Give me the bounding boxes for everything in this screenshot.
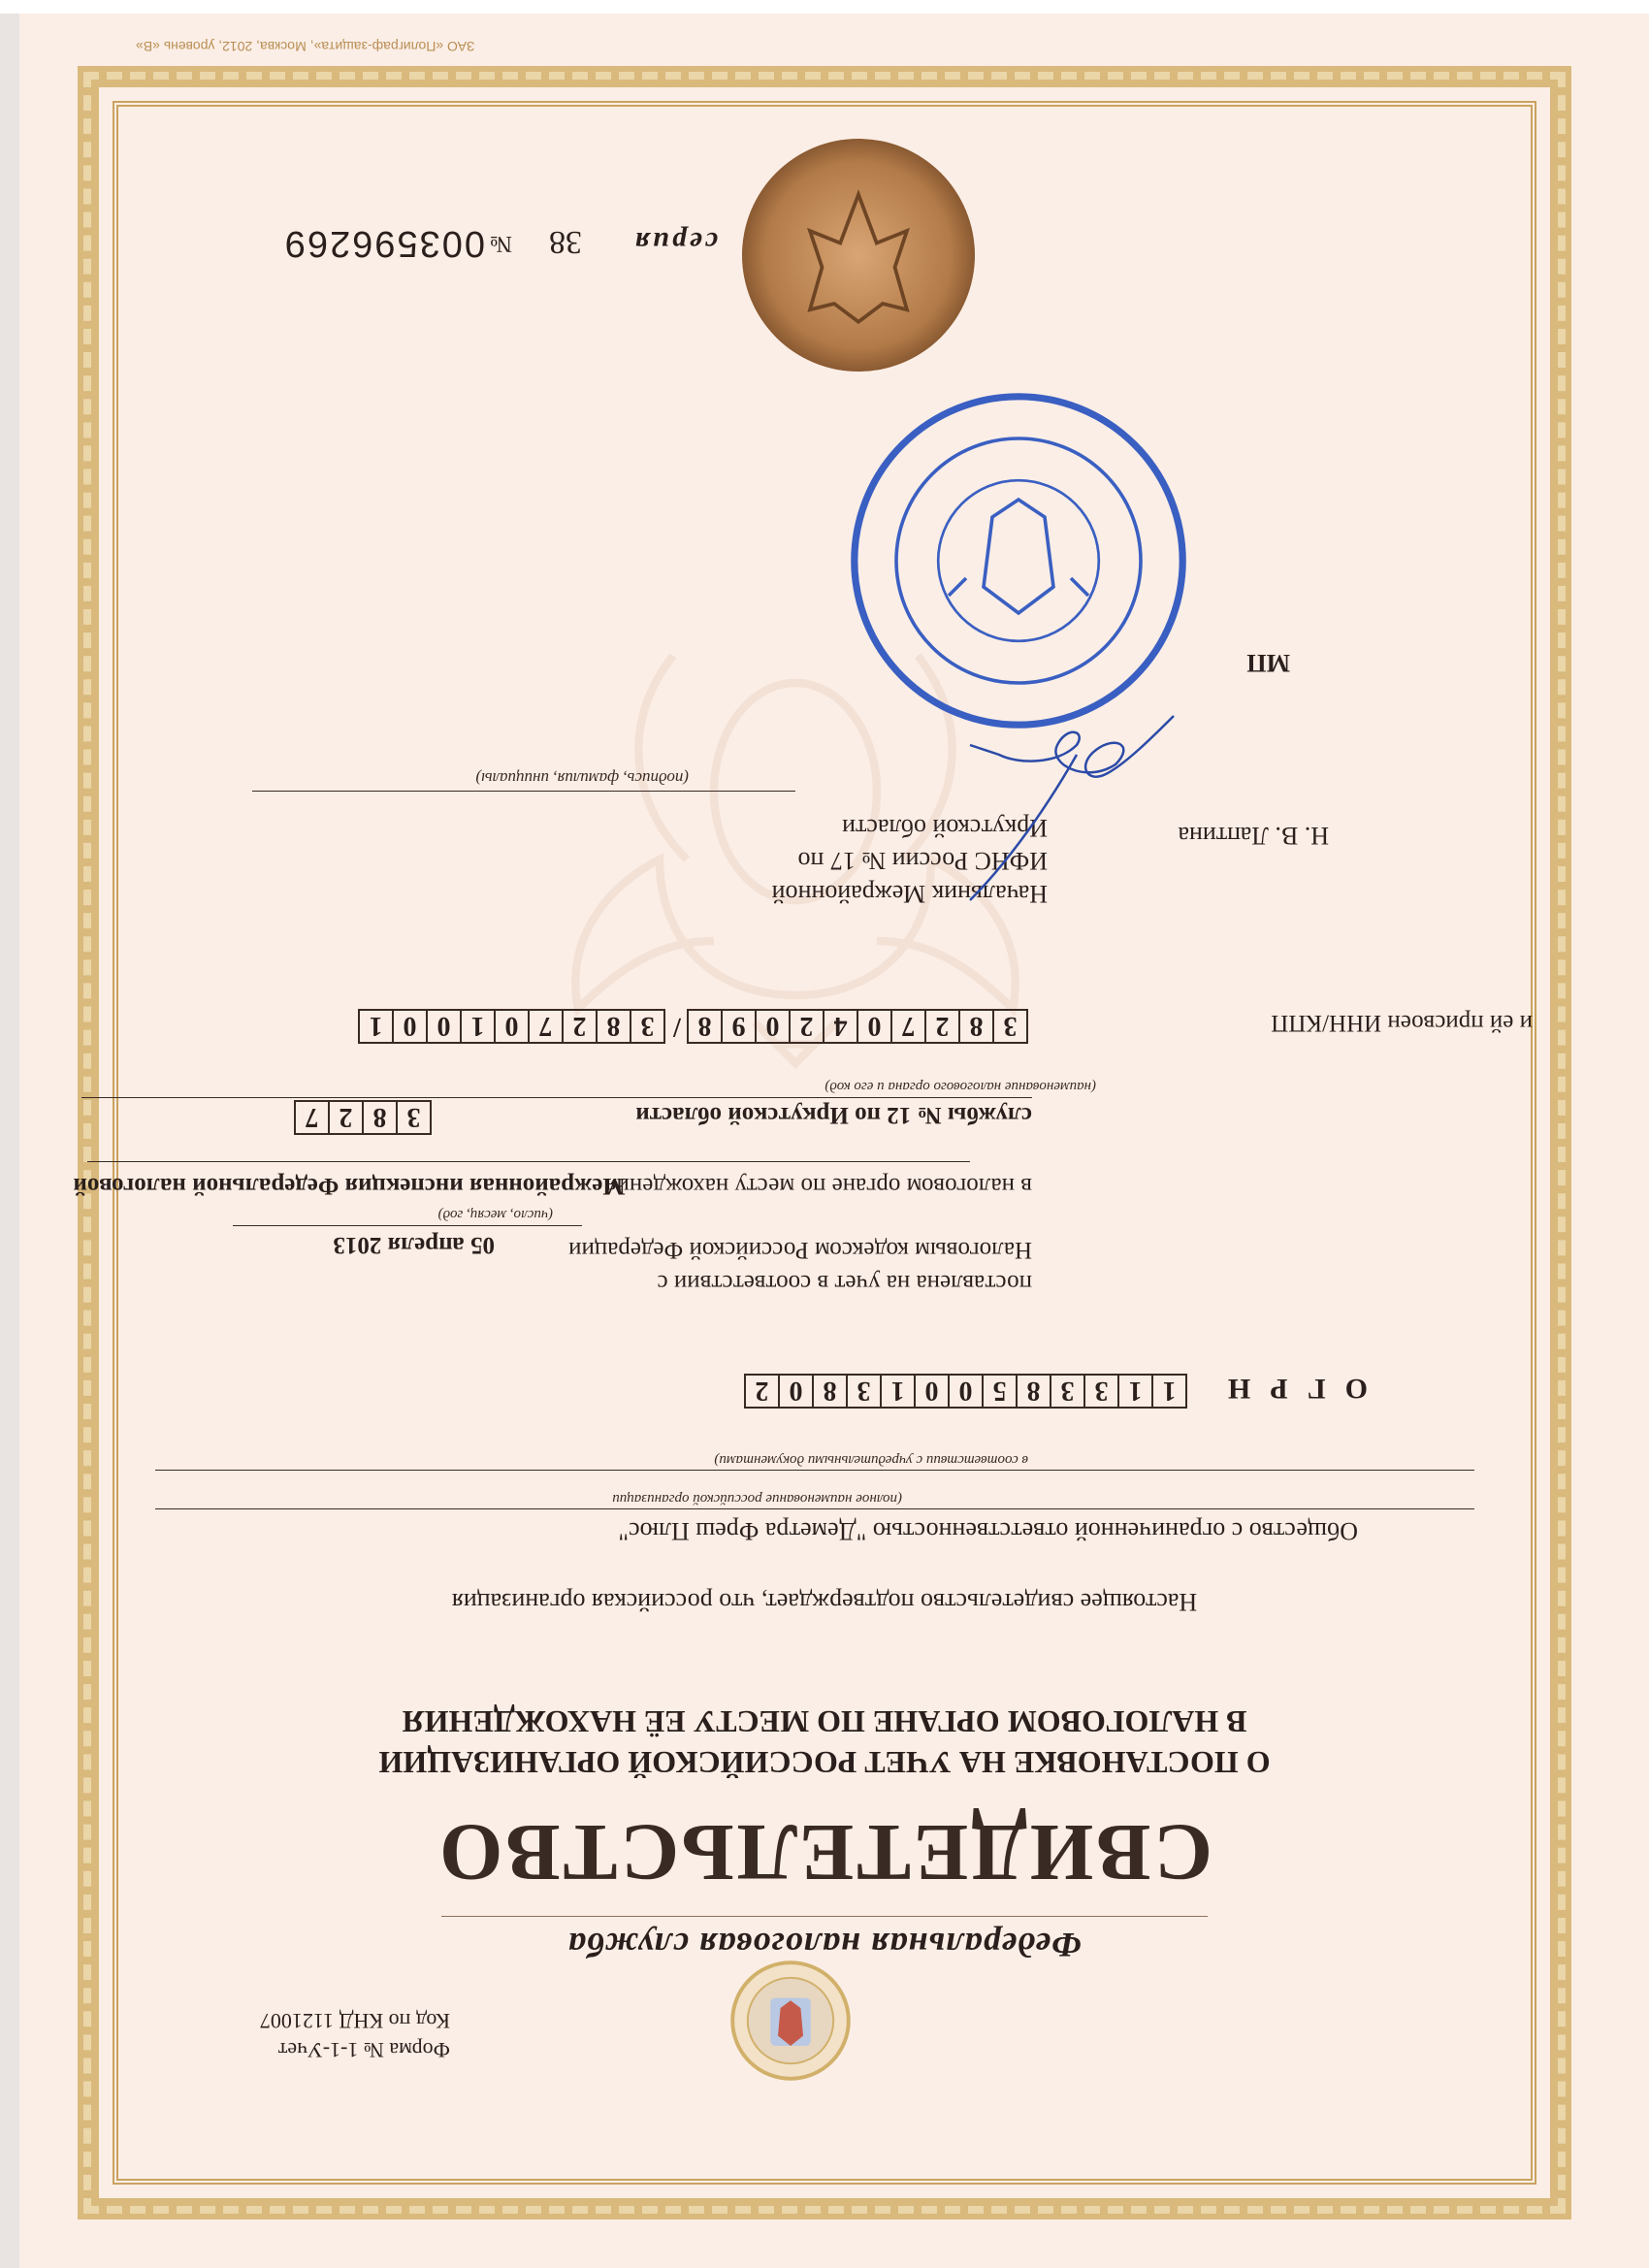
authority-code-digit-2: 8 (362, 1100, 398, 1135)
org-docs-caption: в соответствии с учредительными документами) (714, 1452, 1028, 1468)
confirm-text: Настоящее свидетельство подтверждает, что российская организация (451, 1588, 1198, 1616)
ogrn-digit-3: 3 (1083, 1374, 1119, 1409)
form-number: Форма № 1-1-Учет (277, 2038, 450, 2062)
inn-digit-5: 0 (857, 1009, 892, 1044)
date-caption: (число, месяц, год) (437, 1207, 553, 1222)
ogrn-digit-2: 1 (1117, 1374, 1153, 1409)
document-subtitle (0, 1701, 1649, 1783)
ogrn-digit-5: 8 (1016, 1374, 1051, 1409)
number-label: № (490, 231, 512, 256)
document-title: СВИДЕТЕЛЬСТВО (436, 1807, 1212, 1897)
printer-imprint: ЗАО «Полиграф-защита», Москва, 2012, уровень «В» (136, 39, 475, 54)
kpp-digit-3: 2 (562, 1009, 598, 1044)
ogrn-digit-9: 1 (880, 1374, 916, 1409)
ogrn-digit-8: 0 (914, 1374, 950, 1409)
kpp-digit-4: 7 (528, 1009, 564, 1044)
authority-caption: (наименование налогового органа и его код) (824, 1079, 1096, 1094)
kpp-digit-5: 0 (494, 1009, 530, 1044)
organization-name: Общество с ограниченной ответственностью "Деметра Фреш Плюс" (618, 1517, 1358, 1545)
inn-digit-1: 3 (992, 1009, 1028, 1044)
position-line-1: Начальник Межрайонной (771, 880, 1048, 908)
org-docs-rule (155, 1470, 1474, 1471)
seal-place-label: МП (1246, 649, 1290, 677)
subtitle-line-1: О ПОСТАНОВКЕ НА УЧЕТ РОССИЙСКОЙ ОРГАНИЗАЦИИ (378, 1745, 1271, 1780)
authority-code-cells (296, 1100, 432, 1135)
certificate-number: 003596269 (282, 223, 485, 264)
inn-digit-2: 8 (958, 1009, 994, 1044)
inn-kpp-separator: / (673, 1012, 681, 1042)
inn-kpp-cells (360, 1009, 1028, 1044)
position-line-2: ИФНС России № 17 по (797, 847, 1048, 875)
inn-digit-10: 8 (687, 1009, 723, 1044)
org-name-rule (155, 1508, 1474, 1509)
series-value: 38 (549, 224, 582, 260)
authority-rule-1 (87, 1161, 970, 1162)
kpp-digit-7: 0 (426, 1009, 462, 1044)
authority-code-digit-3: 2 (328, 1100, 364, 1135)
ogrn-digit-6: 5 (982, 1374, 1018, 1409)
signature-caption: (подпись, фамилия, инициалы) (475, 769, 689, 788)
series-label: серия (631, 226, 718, 258)
knd-code: Код по КНД 1121007 (259, 2009, 450, 2033)
signature-rule (252, 791, 795, 792)
kpp-digit-6: 1 (460, 1009, 496, 1044)
date-rule (233, 1225, 582, 1226)
ogrn-digit-4: 3 (1050, 1374, 1085, 1409)
tax-service-emblem (728, 1958, 854, 2084)
org-name-caption: (полное наименование российской организации (612, 1491, 902, 1507)
authority-code-digit-4: 7 (294, 1100, 330, 1135)
ogrn-digit-12: 0 (778, 1374, 814, 1409)
form-number-block (260, 2006, 450, 2064)
kpp-digit-8: 0 (392, 1009, 428, 1044)
ogrn-cells (746, 1374, 1187, 1409)
service-rule (441, 1916, 1208, 1917)
signatory-name: Н. В. Лаптина (1178, 822, 1329, 850)
inn-digit-6: 4 (823, 1009, 858, 1044)
inn-digit-3: 2 (924, 1009, 960, 1044)
authority-line-2: службы № 12 по Иркутской области (635, 1102, 1032, 1128)
ogrn-digit-11: 8 (812, 1374, 848, 1409)
inn-digit-7: 2 (789, 1009, 824, 1044)
ogrn-digit-10: 3 (846, 1374, 882, 1409)
kpp-digit-9: 1 (358, 1009, 394, 1044)
inn-digit-9: 9 (721, 1009, 757, 1044)
service-name: Федеральная налоговая служба (567, 1926, 1082, 1964)
authority-line-1: Межрайонная инспекция Федеральной налоговой (73, 1173, 626, 1199)
authority-rule-2 (81, 1097, 1032, 1098)
ogrn-label: ОГРН (1208, 1373, 1368, 1405)
inn-digit-8: 0 (755, 1009, 791, 1044)
position-line-3: Иркутской области (842, 814, 1048, 842)
kpp-digit-1: 3 (630, 1009, 665, 1044)
official-stamp (844, 386, 1193, 735)
subtitle-line-2: В НАЛОГОВОМ ОРГАНЕ ПО МЕСТУ ЕЁ НАХОЖДЕНИЯ (402, 1704, 1247, 1739)
registered-line-2: Налоговым кодексом Российской Федерации (568, 1237, 1032, 1263)
authority-intro: в налоговом органе по месту нахождения (604, 1173, 1032, 1199)
inn-digit-4: 7 (890, 1009, 926, 1044)
authority-code-digit-1: 3 (396, 1100, 432, 1135)
kpp-digit-2: 8 (596, 1009, 631, 1044)
ogrn-digit-7: 0 (948, 1374, 984, 1409)
ogrn-digit-1: 1 (1151, 1374, 1187, 1409)
gold-emblem-seal (737, 134, 980, 376)
registration-date: 05 апреля 2013 (333, 1232, 495, 1258)
inn-kpp-label: и ей присвоен ИНН/КПП (1271, 1010, 1533, 1036)
ogrn-digit-13: 2 (744, 1374, 780, 1409)
registered-line-1: поставлена на учет в соответствии с (657, 1270, 1032, 1296)
